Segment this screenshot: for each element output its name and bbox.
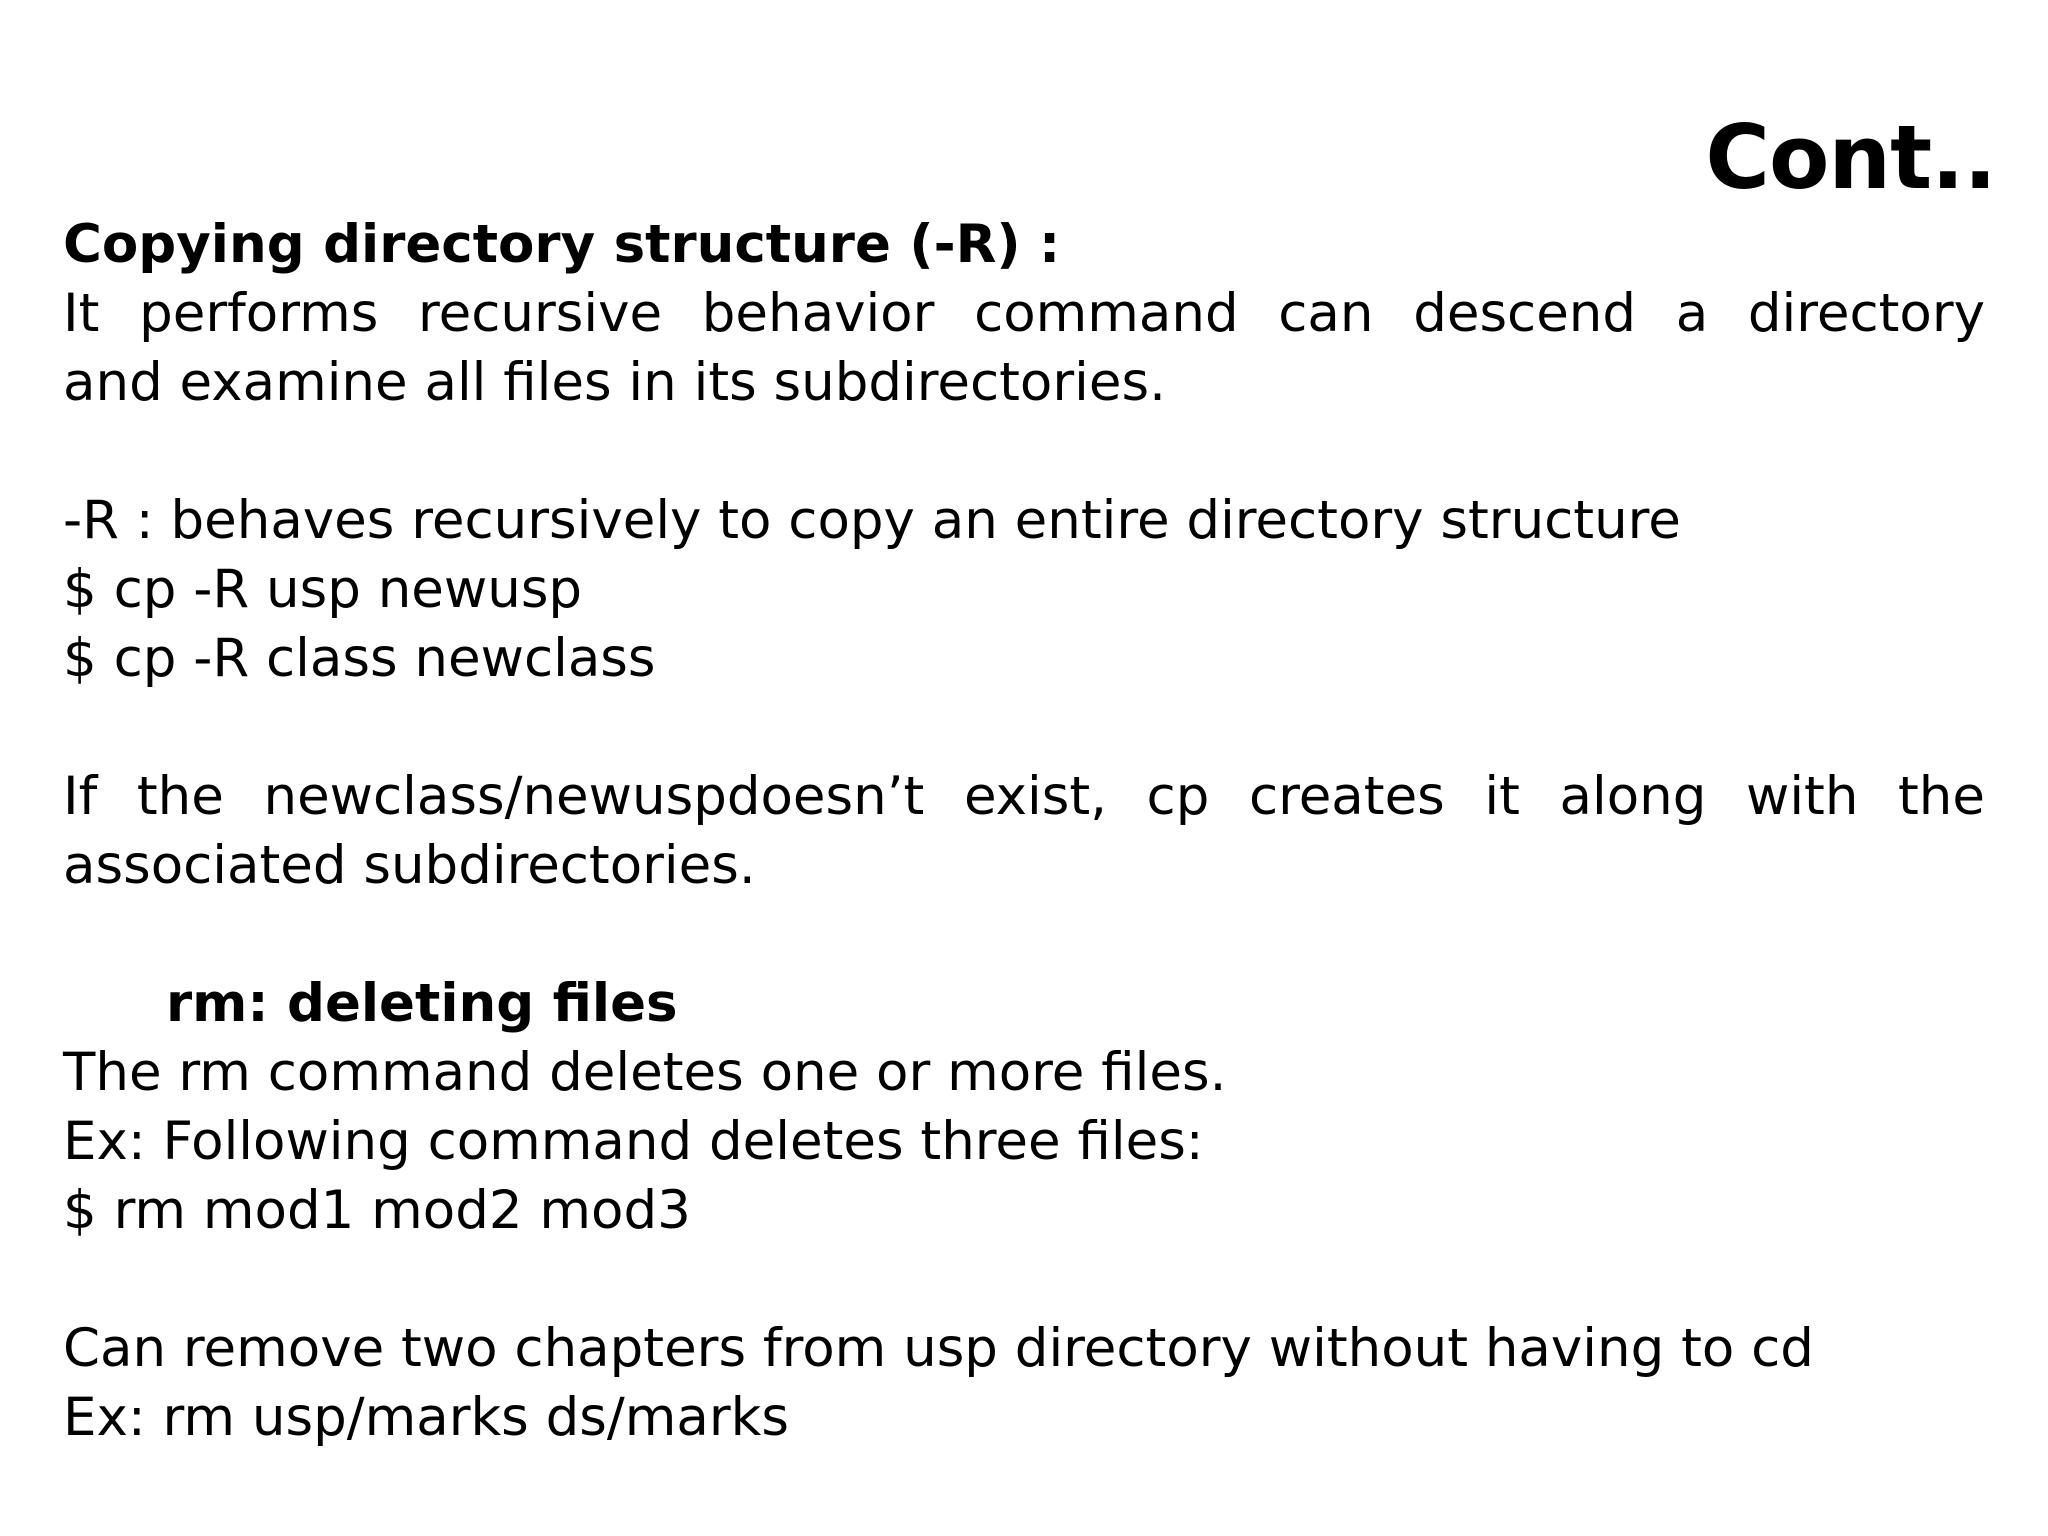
rm-example-intro: Ex: Following command deletes three files: [63,1111,1204,1172]
spacer [63,900,1985,969]
rm-remove-chapters-example: Ex: rm usp/marks ds/marks [63,1387,789,1448]
section-heading-copy-recursive: Copying directory structure (-R) : [63,214,1061,275]
spacer [63,417,1985,486]
cp-note-line-2: associated subdirectories. [63,835,756,896]
spacer [63,693,1985,762]
slide-body [63,210,1985,1452]
option-r-description: -R : behaves recursively to copy an entire directory structure [63,490,1681,551]
recursive-description-line-2: and examine all files in its subdirectories. [63,352,1166,413]
spacer [63,1245,1985,1314]
cp-note-line-1: If the newclass/newuspdoesn’t exist, cp creates it along with the [63,766,1985,827]
command-example-cp-usp: $ cp -R usp newusp [63,559,583,620]
command-example-rm: $ rm mod1 mod2 mod3 [63,1180,691,1241]
rm-description: The rm command deletes one or more files. [63,1042,1227,1103]
recursive-description-line-1: It performs recursive behavior command can descend a directory [63,283,1985,344]
command-example-cp-class: $ cp -R class newclass [63,628,656,689]
slide-title: Cont.. [1705,106,1996,209]
section-heading-rm: rm: deleting files [166,973,678,1034]
rm-remove-chapters-text: Can remove two chapters from usp directory without having to cd [63,1318,1814,1379]
